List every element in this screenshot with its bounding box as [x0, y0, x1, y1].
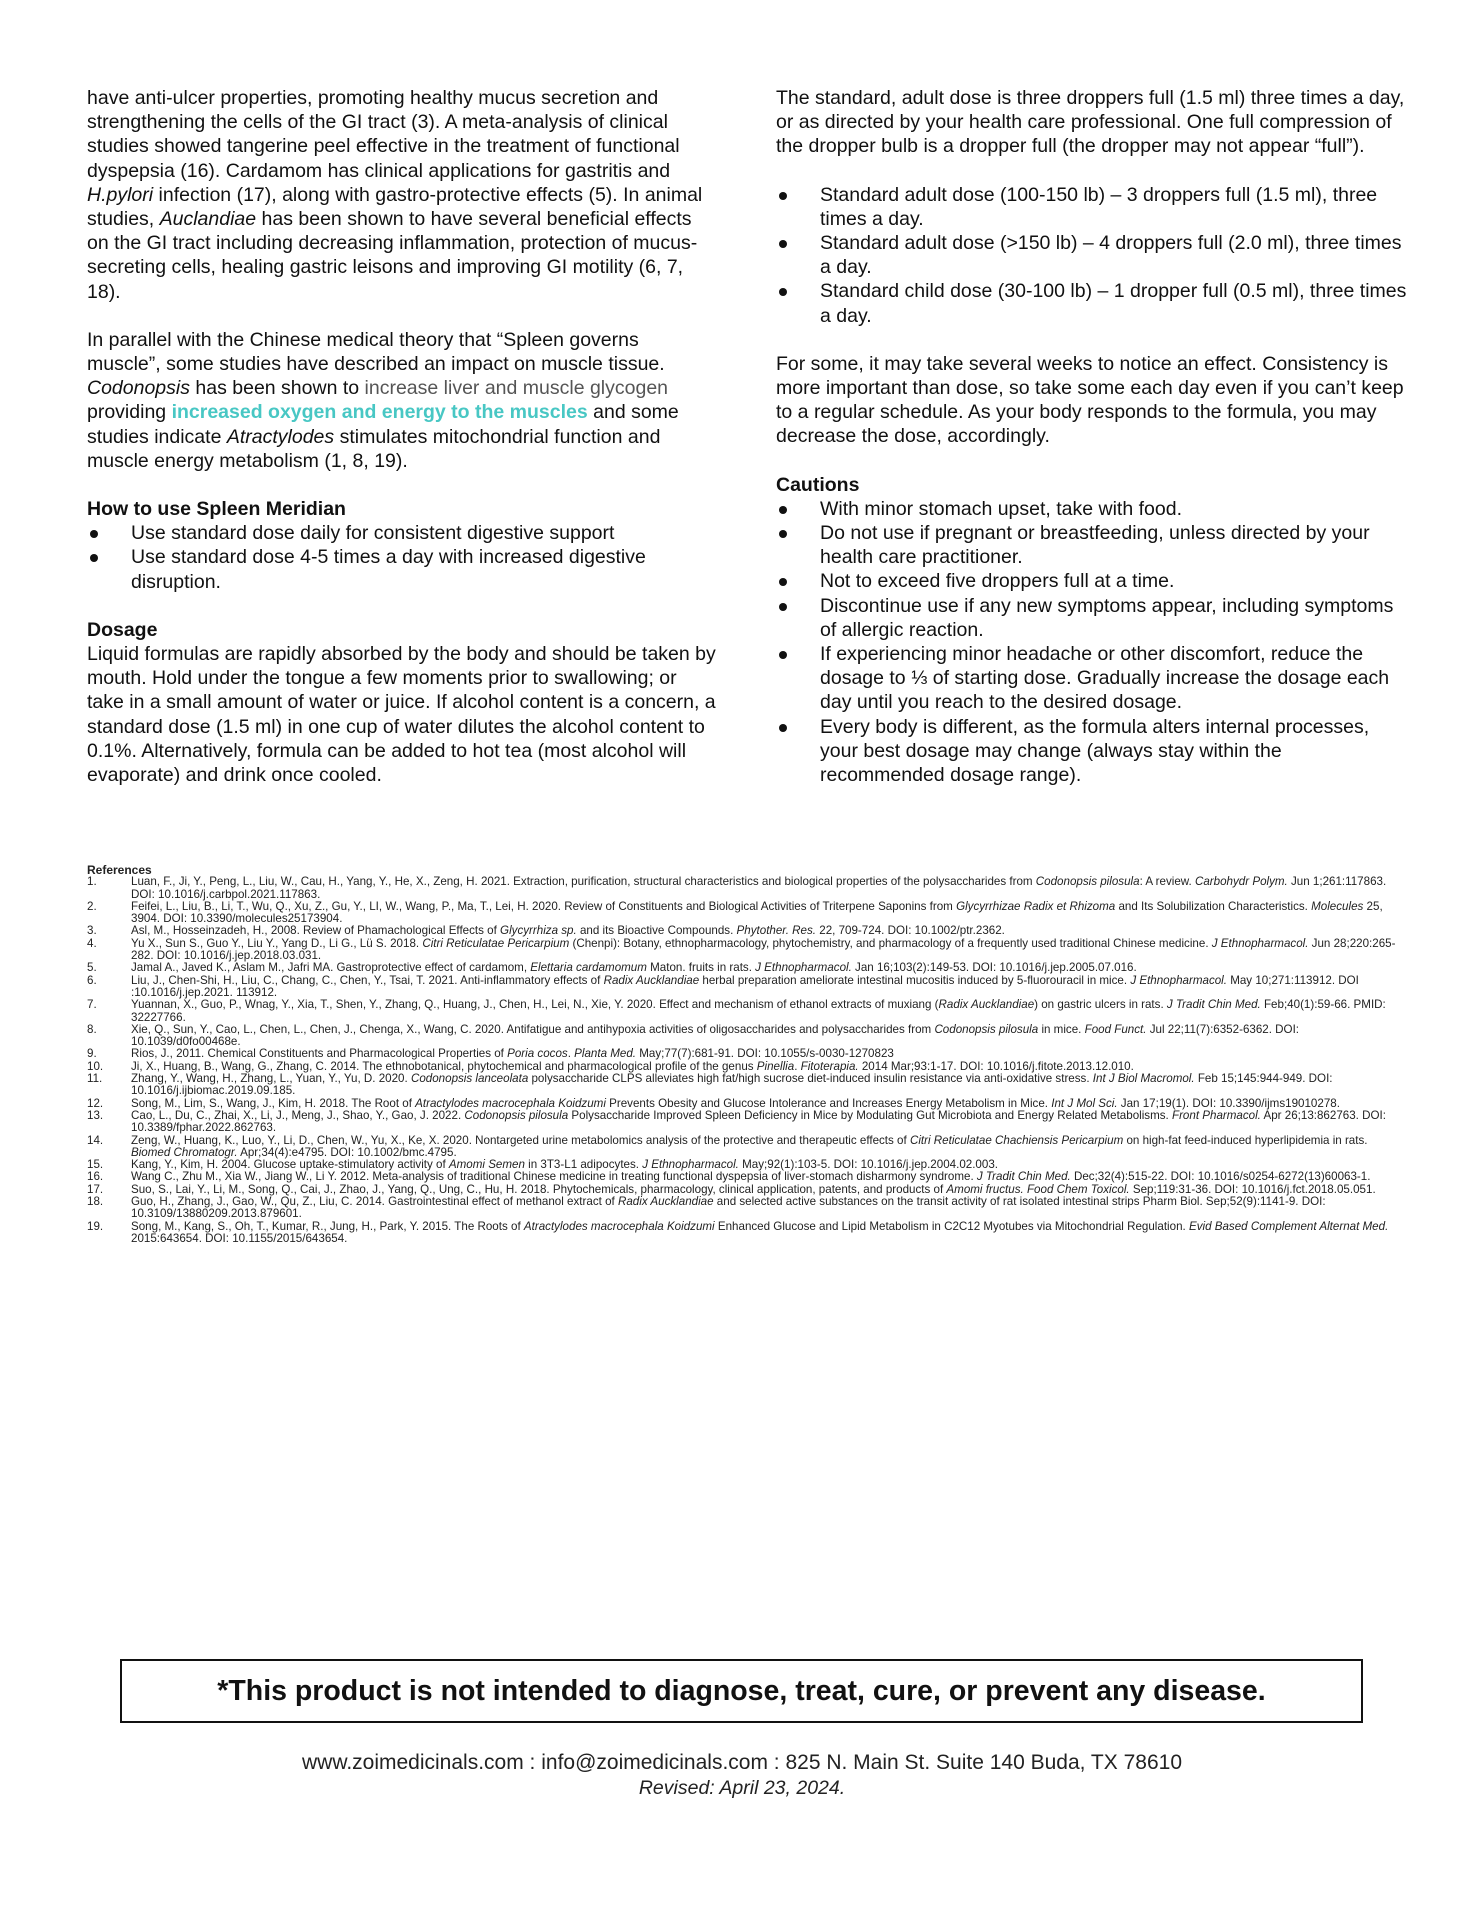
reference-item: [87, 1024, 1407, 1049]
reference-text: herbal preparation ameliorate intestinal mucositis induced by 5-fluorouracil in mice.: [699, 973, 1131, 987]
disclaimer-text: *This product is not intended to diagnose, treat, cure, or prevent any disease.: [217, 1674, 1266, 1707]
reference-text: Zhang, Y., Wang, H., Zhang, L., Yuan, Y., Yu, D. 2020.: [131, 1072, 411, 1086]
reference-journal: Int J Biol Macromol.: [1092, 1072, 1195, 1086]
reference-italic: Codonopsis pilosula: [934, 1022, 1039, 1036]
reference-text: and Its Solubilization Characteristics.: [1115, 899, 1312, 913]
list-item: Standard adult dose (>150 lb) – 4 droppers full (2.0 ml), three times a day.: [776, 231, 1411, 279]
reference-text: 25, 3904. DOI: 10.3390/molecules25173904.: [131, 899, 1383, 926]
reference-number: 5.: [87, 961, 97, 975]
reference-italic: Citri Reticulatae Pericarpium: [422, 936, 570, 950]
reference-italic: Atractylodes macrocephala Koidzumi: [415, 1096, 606, 1110]
reference-number: 11.: [87, 1072, 103, 1086]
reference-journal: Fitoterapia.: [800, 1059, 859, 1073]
reference-italic: Amomi fructus.: [946, 1182, 1024, 1196]
reference-text: Jul 22;11(7):6352-6362. DOI: 10.1039/d0fo00468e.: [131, 1022, 1300, 1049]
list-item: With minor stomach upset, take with food.: [776, 497, 1411, 521]
reference-text: Liu, J., Chen-Shi, H., Liu, C., Chang, C., Chen, Y., Tsai, T. 2021. Anti-inflammatory effects of: [131, 973, 604, 987]
reference-text: Wang C., Zhu M., Xia W., Jiang W., Li Y. 2012. Meta-analysis of traditional Chinese medicine in treating functional dyspepsia of liver-stomach disharmony syndrome.: [131, 1170, 977, 1184]
reference-text: Feb;40(1):59-66. PMID: 32227766.: [131, 998, 1386, 1024]
disclaimer-box: [120, 1659, 1363, 1723]
reference-italic: Radix Aucklandiae: [617, 1195, 714, 1209]
reference-text: Jan 17;19(1). DOI: 10.3390/ijms19010278.: [1117, 1096, 1340, 1110]
references-heading: References: [87, 863, 152, 877]
reference-journal: Phytother. Res.: [736, 924, 817, 938]
reference-text: Yu X., Sun S., Guo Y., Liu Y., Yang D., Li G., Lü S. 2018.: [131, 936, 423, 950]
reference-text: ) on gastric ulcers in rats.: [1034, 998, 1167, 1012]
how-to-use-list: [87, 521, 717, 594]
consistency-text: For some, it may take several weeks to notice an effect. Consistency is more important than dose, so take some each day even if you can’t keep to a regular schedule. As your body responds to the formula, you may decrease the dose, accordingly.: [776, 352, 1404, 448]
reference-number: 7.: [87, 998, 97, 1012]
standard-dose-intro: The standard, adult dose is three droppers full (1.5 ml) three times a day, or as directed by your health care professional. One full compression of the dropper bulb is a dropper full (the dropper may not appear “full”).: [776, 87, 1405, 158]
reference-number: 4.: [87, 936, 97, 950]
dose-list: [776, 183, 1411, 328]
reference-number: 17.: [87, 1182, 104, 1196]
reference-text: Sep;119:31-36. DOI: 10.1016/j.fct.2018.05.051.: [1129, 1182, 1376, 1196]
list-item: Every body is different, as the formula alters internal processes, your best dosage may change (always stay within the recommended dosage range).: [776, 715, 1411, 788]
reference-journal: J Ethnopharmacol.: [1211, 936, 1309, 950]
reference-text: Feifei, L., Liu, B., Li, T., Wu, Q., Xu, Z., Gu, Y., LI, W., Wang, P., Ma, T., Lei, H. 2020. Review of Constituents and Biological Activities of Triterpene Saponins from: [131, 899, 957, 913]
cautions-list: [776, 497, 1411, 787]
reference-text: Enhanced Glucose and Lipid Metabolism in C2C12 Myotubes via Mitochondrial Regulation.: [714, 1219, 1189, 1233]
reference-text: .: [794, 1059, 801, 1073]
reference-italic: Glycyrrhiza sp.: [500, 924, 577, 938]
reference-text: and selected active substances on the transit activity of rat isolated intestinal strips Pharm Biol. Sep;52(9):1141-9. DOI: 10.3109/13880209.2013.879601.: [131, 1195, 1326, 1221]
reference-text: Kang, Y., Kim, H. 2004. Glucose uptake-stimulatory activity of: [131, 1158, 449, 1172]
reference-journal: Front Pharmacol.: [1171, 1108, 1261, 1122]
reference-item: [87, 1196, 1407, 1221]
reference-number: 12.: [87, 1096, 104, 1110]
reference-item: [87, 1135, 1407, 1160]
reference-number: 15.: [87, 1158, 104, 1172]
highlight-text: increased oxygen and energy to the muscles: [171, 401, 588, 424]
right-column: [776, 86, 1411, 787]
reference-number: 1.: [87, 875, 97, 889]
reference-italic: Atractylodes macrocephala Koidzumi: [523, 1219, 715, 1233]
reference-text: Apr;34(4):e4795. DOI: 10.1002/bmc.4795.: [237, 1145, 457, 1159]
reference-text: May 10;271:113912. DOI :10.1016/j.jep.2021. 113912.: [131, 973, 1359, 999]
reference-number: 9.: [87, 1047, 97, 1061]
reference-item: [87, 1110, 1407, 1135]
reference-italic: Glycyrrhizae Radix et Rhizoma: [956, 899, 1116, 913]
reference-text: (Chenpi): Botany, ethnopharmacology, phytochemistry, and pharmacology of a frequently used traditional Chinese medicine.: [569, 936, 1212, 950]
reference-text: Jamal A., Javed K., Aslam M., Jafri MA. Gastroprotective effect of cardamom,: [131, 961, 531, 975]
reference-item: [87, 938, 1407, 963]
list-item: Standard child dose (30-100 lb) – 1 dropper full (0.5 ml), three times a day.: [776, 279, 1411, 327]
reference-number: 16.: [87, 1170, 104, 1184]
reference-italic: Amomi Semen: [448, 1158, 525, 1172]
dosage-text: Liquid formulas are rapidly absorbed by the body and should be taken by mouth. Hold under the tongue a few moments prior to swallowing; or take in a small amount of water or juice. If alcohol content is a concern, a standard dose (1.5 ml) in one cup of water dilutes the alcohol content to 0.1%. Alternatively, formula can be added to hot tea (most alcohol will evaporate) and drink once cooled.: [87, 643, 716, 787]
reference-text: Yuannan, X., Guo, P., Wnag, Y., Xia, T., Shen, Y., Zhang, Q., Huang, J., Chen, H., Lei, N., Xie, Y. 2020. Effect and mechanism of ethanol extracts of muxiang (: [131, 998, 939, 1012]
reference-journal: Food Funct.: [1084, 1022, 1147, 1036]
reference-number: 3.: [87, 924, 97, 938]
reference-text: Suo, S., Lai, Y., Li, M., Song, Q., Cai, J., Zhao, J., Yang, Q., Ung, C., Hu, H. 2018. Phytochemicals, pharmacology, clinical application, patents, and products of: [131, 1182, 947, 1196]
reference-italic: Elettaria cardamomum: [530, 961, 647, 975]
reference-italic: Radix Aucklandiae: [938, 998, 1035, 1012]
reference-journal: J Tradit Chin Med.: [1166, 998, 1261, 1012]
reference-item: [87, 1221, 1407, 1246]
list-item: Use standard dose 4-5 times a day with increased digestive disruption.: [87, 545, 717, 593]
list-item: Not to exceed five droppers full at a time.: [776, 569, 1411, 593]
reference-italic: Codonopsis pilosula: [464, 1108, 569, 1122]
reference-italic: Radix Aucklandiae: [603, 973, 700, 987]
reference-number: 14.: [87, 1133, 104, 1147]
reference-journal: Molecules: [1311, 899, 1364, 913]
list-item: If experiencing minor headache or other discomfort, reduce the dosage to ⅓ of starting dose. Gradually increase the dosage each day until you reach to the desired dosage.: [776, 642, 1411, 715]
list-item: Standard adult dose (100-150 lb) – 3 droppers full (1.5 ml), three times a day.: [776, 183, 1411, 231]
reference-journal: Food Chem Toxicol.: [1026, 1182, 1130, 1196]
reference-text: Dec;32(4):515-22. DOI: 10.1016/s0254-6272(13)60063-1.: [1070, 1170, 1371, 1184]
reference-text: Luan, F., Ji, Y., Peng, L., Liu, W., Cau, H., Yang, Y., He, X., Zeng, H. 2021. Extraction, purification, structural characteristics and biological properties of the polysaccharides from: [131, 875, 1036, 889]
reference-number: 10.: [87, 1059, 104, 1073]
reference-number: 2.: [87, 899, 97, 913]
reference-text: .: [567, 1047, 575, 1061]
reference-journal: Carbohydr Polym.: [1194, 875, 1288, 889]
reference-item: [87, 901, 1407, 926]
reference-text: Ji, X., Huang, B., Wang, G., Zhang, C. 2014. The ethnobotanical, phytochemical and pharmacological profile of the genus: [131, 1059, 757, 1073]
reference-italic: Pinellia: [756, 1059, 795, 1073]
dosage-heading: Dosage: [87, 618, 158, 641]
reference-item: [87, 999, 1407, 1024]
reference-italic: Citri Reticulatae Chachiensis Pericarpium: [909, 1133, 1124, 1147]
reference-text: 2014 Mar;93:1-17. DOI: 10.1016/j.fitote.2013.12.010.: [858, 1059, 1134, 1073]
reference-text: Jun 28;220:265-282. DOI: 10.1016/j.jep.2018.03.031.: [131, 936, 1396, 963]
reference-number: 8.: [87, 1022, 97, 1036]
reference-italic: Poria cocos: [507, 1047, 568, 1061]
reference-item: [87, 975, 1407, 1000]
list-item: Discontinue use if any new symptoms appear, including symptoms of allergic reaction.: [776, 594, 1411, 642]
reference-text: on high-fat feed-induced hyperlipidemia in rats.: [1123, 1133, 1368, 1147]
reference-number: 19.: [87, 1219, 104, 1233]
reference-journal: Evid Based Complement Alternat Med.: [1188, 1219, 1389, 1233]
reference-text: Xie, Q., Sun, Y., Cao, L., Chen, L., Chen, J., Chenga, X., Wang, C. 2020. Antifatigue and antihypoxia activities of oligosaccharides and polysaccharides from: [131, 1022, 935, 1036]
reference-text: polysaccharide CLPS alleviates high fat/high sucrose diet-induced insulin resistance via anti-oxidative stress.: [528, 1072, 1093, 1086]
reference-number: 18.: [87, 1195, 104, 1209]
paragraph-gi-effects: have anti-ulcer properties, promoting healthy mucus secretion and strengthening the cells of the GI tract (3). A meta-analysis of clinical studies showed tangerine peel effective in the treatment of functional dyspepsia (16). Cardamom has clinical applications for gastritis and H.pylori infection (17), along with gastro-protective effects (5). In animal studies, Auclandiae has been shown to have several beneficial effects on the GI tract including decreasing inflammation, protection of mucus-secreting cells, healing gastric leisons and improving GI motility (6, 7, 18).: [87, 87, 703, 303]
references-section: [87, 864, 1407, 1245]
paragraph-muscle: In parallel with the Chinese medical theory that “Spleen governs muscle”, some studies have described an impact on muscle tissue. Codonopsis has been shown to increase liver and muscle glycogen providing increased oxygen and energy to the muscles and some studies indicate Atractylodes stimulates mitochondrial function and muscle energy metabolism (1, 8, 19).: [87, 328, 679, 472]
reference-text: in mice.: [1038, 1022, 1085, 1036]
reference-text: Apr 26;13:862763. DOI: 10.3389/fphar.2022.862763.: [131, 1108, 1386, 1135]
list-item: Do not use if pregnant or breastfeeding, unless directed by your health care practitioner.: [776, 521, 1411, 569]
how-to-use-heading: How to use Spleen Meridian: [87, 498, 346, 521]
reference-text: Song, M., Lim, S., Wang, J., Kim, H. 2018. The Root of: [131, 1096, 416, 1110]
reference-text: May;77(7):681-91. DOI: 10.1055/s-0030-1270823: [636, 1047, 894, 1061]
cautions-heading: Cautions: [776, 473, 860, 496]
reference-journal: J Ethnopharmacol.: [642, 1158, 739, 1172]
reference-text: 2015:643654. DOI: 10.1155/2015/643654.: [131, 1231, 348, 1245]
reference-text: Song, M., Kang, S., Oh, T., Kumar, R., Jung, H., Park, Y. 2015. The Roots of: [131, 1219, 524, 1233]
reference-text: Jan 16;103(2):149-53. DOI: 10.1016/j.jep.2005.07.016.: [851, 961, 1137, 975]
footer-revised-date: Revised: April 23, 2024.: [638, 1777, 846, 1799]
reference-text: Jun 1;261:117863. DOI: 10.1016/j.carbpol.2021.117863.: [131, 875, 1387, 901]
reference-number: 6.: [87, 973, 97, 987]
reference-text: Cao, L., Du, C., Zhai, X., Li, J., Meng, J., Shao, Y., Gao, J. 2022.: [131, 1108, 465, 1122]
reference-text: : A review.: [1139, 875, 1195, 889]
reference-text: Guo, H., Zhang, J., Gao, W., Qu, Z., Liu, C. 2014. Gastrointestinal effect of methanol extract of: [131, 1195, 618, 1209]
reference-text: Asl, M., Hosseinzadeh, H., 2008. Review of Phamachological Effects of: [131, 924, 501, 938]
reference-number: 13.: [87, 1108, 104, 1122]
reference-text: Feb 15;145:944-949. DOI: 10.1016/j.ijbiomac.2019.09.185.: [131, 1072, 1333, 1098]
reference-text: May;92(1):103-5. DOI: 10.1016/j.jep.2004.02.003.: [738, 1158, 998, 1172]
reference-journal: Biomed Chromatogr.: [131, 1145, 238, 1159]
reference-text: Polysaccharide Improved Spleen Deficiency in Mice by Modulating Gut Microbiota and Energy Related Metabolisms.: [568, 1108, 1172, 1122]
reference-text: Maton. fruits in rats.: [646, 961, 756, 975]
reference-italic: Codonopsis lanceolata: [410, 1072, 529, 1086]
reference-journal: J Ethnopharmacol.: [755, 961, 852, 975]
reference-italic: Codonopsis pilosula: [1035, 875, 1140, 889]
reference-text: and its Bioactive Compounds.: [576, 924, 737, 938]
reference-journal: Int J Mol Sci.: [1051, 1096, 1118, 1110]
reference-text: Prevents Obesity and Glucose Intolerance and Increases Energy Metabolism in Mice.: [605, 1096, 1052, 1110]
reference-item: [87, 876, 1407, 901]
reference-text: 22, 709-724. DOI: 10.1002/ptr.2362.: [816, 924, 1005, 938]
reference-text: Zeng, W., Huang, K., Luo, Y., Li, D., Chen, W., Yu, X., Ke, X. 2020. Nontargeted urine metabolomics analysis of the protective and therapeutic effects of: [131, 1133, 910, 1147]
reference-journal: Planta Med.: [574, 1047, 637, 1061]
reference-journal: J Tradit Chin Med.: [976, 1170, 1071, 1184]
list-item: Use standard dose daily for consistent digestive support: [87, 521, 717, 545]
left-column: [87, 86, 717, 787]
footer-contact: www.zoimedicinals.com : info@zoimedicinals.com : 825 N. Main St. Suite 140 Buda, TX 78610: [301, 1751, 1182, 1774]
reference-text: Rios, J., 2011. Chemical Constituents and Pharmacological Properties of: [131, 1047, 508, 1061]
reference-item: [87, 1073, 1407, 1098]
reference-journal: J Ethnopharmacol.: [1130, 973, 1227, 987]
reference-text: in 3T3-L1 adipocytes.: [524, 1158, 643, 1172]
references-list: [87, 876, 1407, 1245]
